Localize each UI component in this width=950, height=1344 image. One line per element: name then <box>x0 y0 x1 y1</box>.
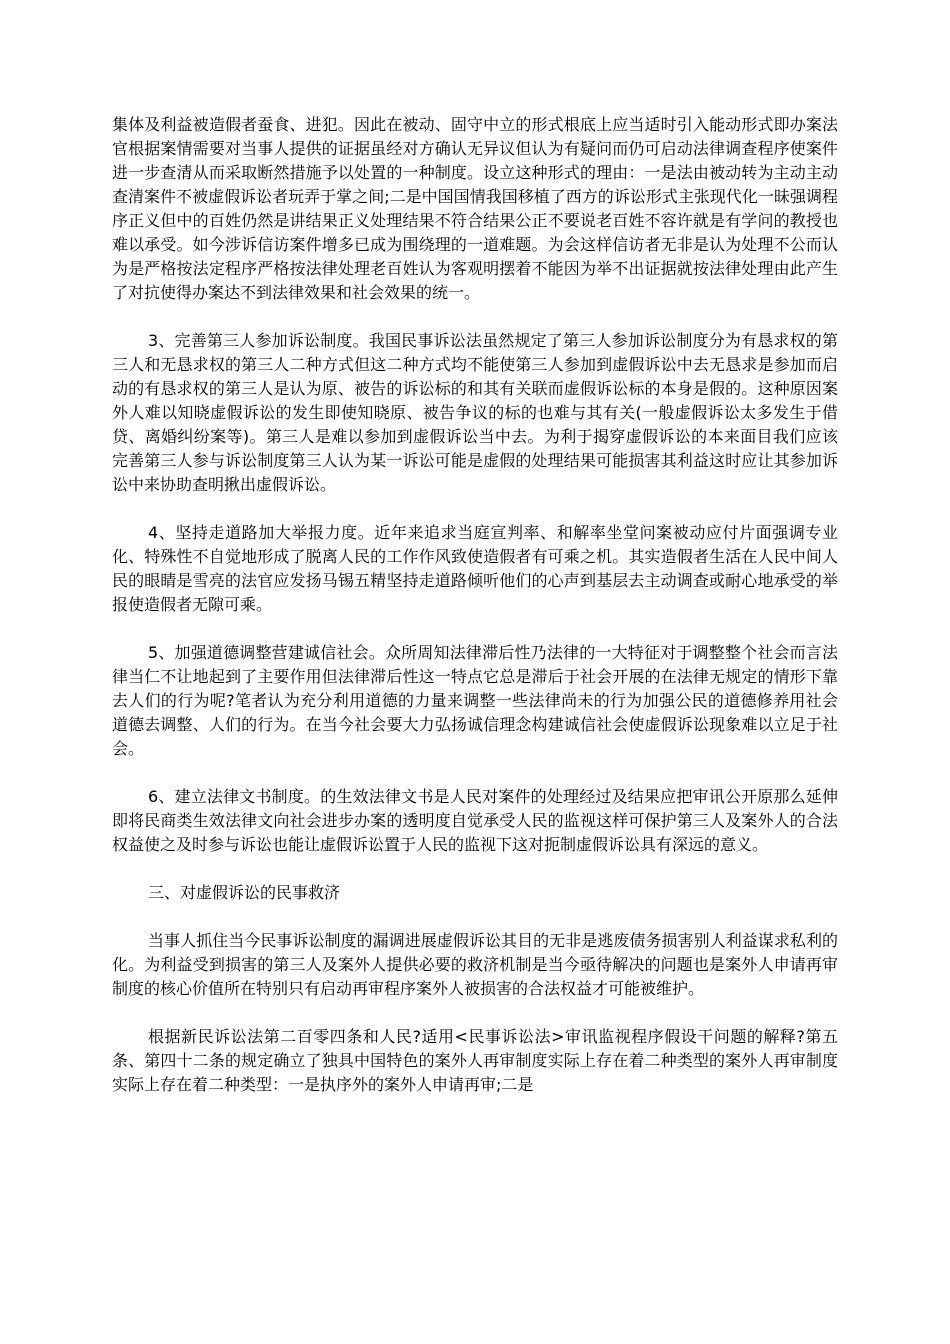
paragraph-2: 3、完善第三人参加诉讼制度。我国民事诉讼法虽然规定了第三人参加诉讼制度分为有恳求权的第三人和无恳求权的第三人二种方式但这二种方式均不能使第三人参加到虚假诉讼中去无恳求是参加而启动的有恳求权的第三人是认为原、被告的诉讼标的和其有关联而虚假诉讼标的本身是假的。这种原因案外人难以知晓虚假诉讼的发生即使知晓原、被告争议的标的也难与其有关(一般虚假诉讼太多发生于借贷、离婚纠纷案等)。第三人是难以参加到虚假诉讼当中去。为利于揭穿虚假诉讼的本来面目我们应该完善第三人参与诉讼制度第三人认为某一诉讼可能是虚假的处理结果可能损害其利益这时应让其参加诉讼中来协助查明揪出虚假诉讼。 <box>112 331 838 494</box>
paragraph-1: 集体及利益被造假者蚕食、进犯。因此在被动、固守中立的形式根底上应当适时引入能动形式即办案法官根据案情需要对当事人提供的证据虽经对方确认无异议但认为有疑问而仍可启动法律调查程序使案件进一步查清从而采取断然措施予以处置的一种制度。设立这种形式的理由：一是法由被动转为主动主动查清案件不被虚假诉讼者玩弄于掌之间;二是中国国情我国移植了西方的诉讼形式主张现代化一昧强调程序正义但中的百姓仍然是讲结果正义处理结果不符合结果公正不要说老百姓不容许就是有学问的教授也难以承受。如今涉诉信访案件增多已成为围绕理的一道难题。为会这样信访者无非是认为处理不公而认为是严格按法定程序严格按法律处理老百姓认为客观明摆着不能因为举不出证据就按法律处理由此产生了对抗使得办案达不到法律效果和社会效果的统一。 <box>112 115 838 302</box>
paragraph-7: 当事人抓住当今民事诉讼制度的漏调进展虚假诉讼其目的无非是逃废债务损害别人利益谋求私利的化。为利益受到损害的第三人及案外人提供必要的救济机制是当今亟待解决的问题也是案外人申请再审制度的核心价值所在特别只有启动再审程序案外人被损害的合法权益才可能被维护。 <box>112 931 838 998</box>
paragraph-4: 5、加强道德调整营建诚信社会。众所周知法律滞后性乃法律的一大特征对于调整整个社会而言法律当仁不让地起到了主要作用但法律滞后性这一特点它总是滞后于社会开展的在法律无规定的情形下靠去人们的行为呢?笔者认为充分利用道德的力量来调整一些法律尚未的行为加强公民的道德修养用社会道德去调整、人们的行为。在当今社会要大力弘扬诚信理念构建诚信社会使虚假诉讼现象难以立足于社会。 <box>112 643 838 758</box>
paragraph-5: 6、建立法律文书制度。的生效法律文书是人民对案件的处理经过及结果应把审讯公开原那么延伸即将民商类生效法律文向社会进步办案的透明度自觉承受人民的监视这样可保护第三人及案外人的合法权益使之及时参与诉讼也能让虚假诉讼置于人民的监视下这对扼制虚假诉讼具有深远的意义。 <box>112 787 838 854</box>
paragraph-8: 根据新民诉讼法第二百零四条和人民?适用<民事诉讼法>审讯监视程序假设干问题的解释?第五条、第四十二条的规定确立了独具中国特色的案外人再审制度实际上存在着二种类型的案外人再审制度实际上存在着二种类型：一是执序外的案外人申请再审;二是 <box>112 1027 838 1094</box>
document-page <box>112 113 838 1097</box>
paragraph-3: 4、坚持走道路加大举报力度。近年来追求当庭宣判率、和解率坐堂问案被动应付片面强调专业化、特殊性不自觉地形成了脱离人民的工作作风致使造假者有可乘之机。其实造假者生活在人民中间人民的眼睛是雪亮的法官应发扬马锡五精坚持走道路倾听他们的心声到基层去主动调查或耐心地承受的举报使造假者无隙可乘。 <box>112 523 838 614</box>
section-heading: 三、对虚假诉讼的民事救济 <box>148 883 341 902</box>
